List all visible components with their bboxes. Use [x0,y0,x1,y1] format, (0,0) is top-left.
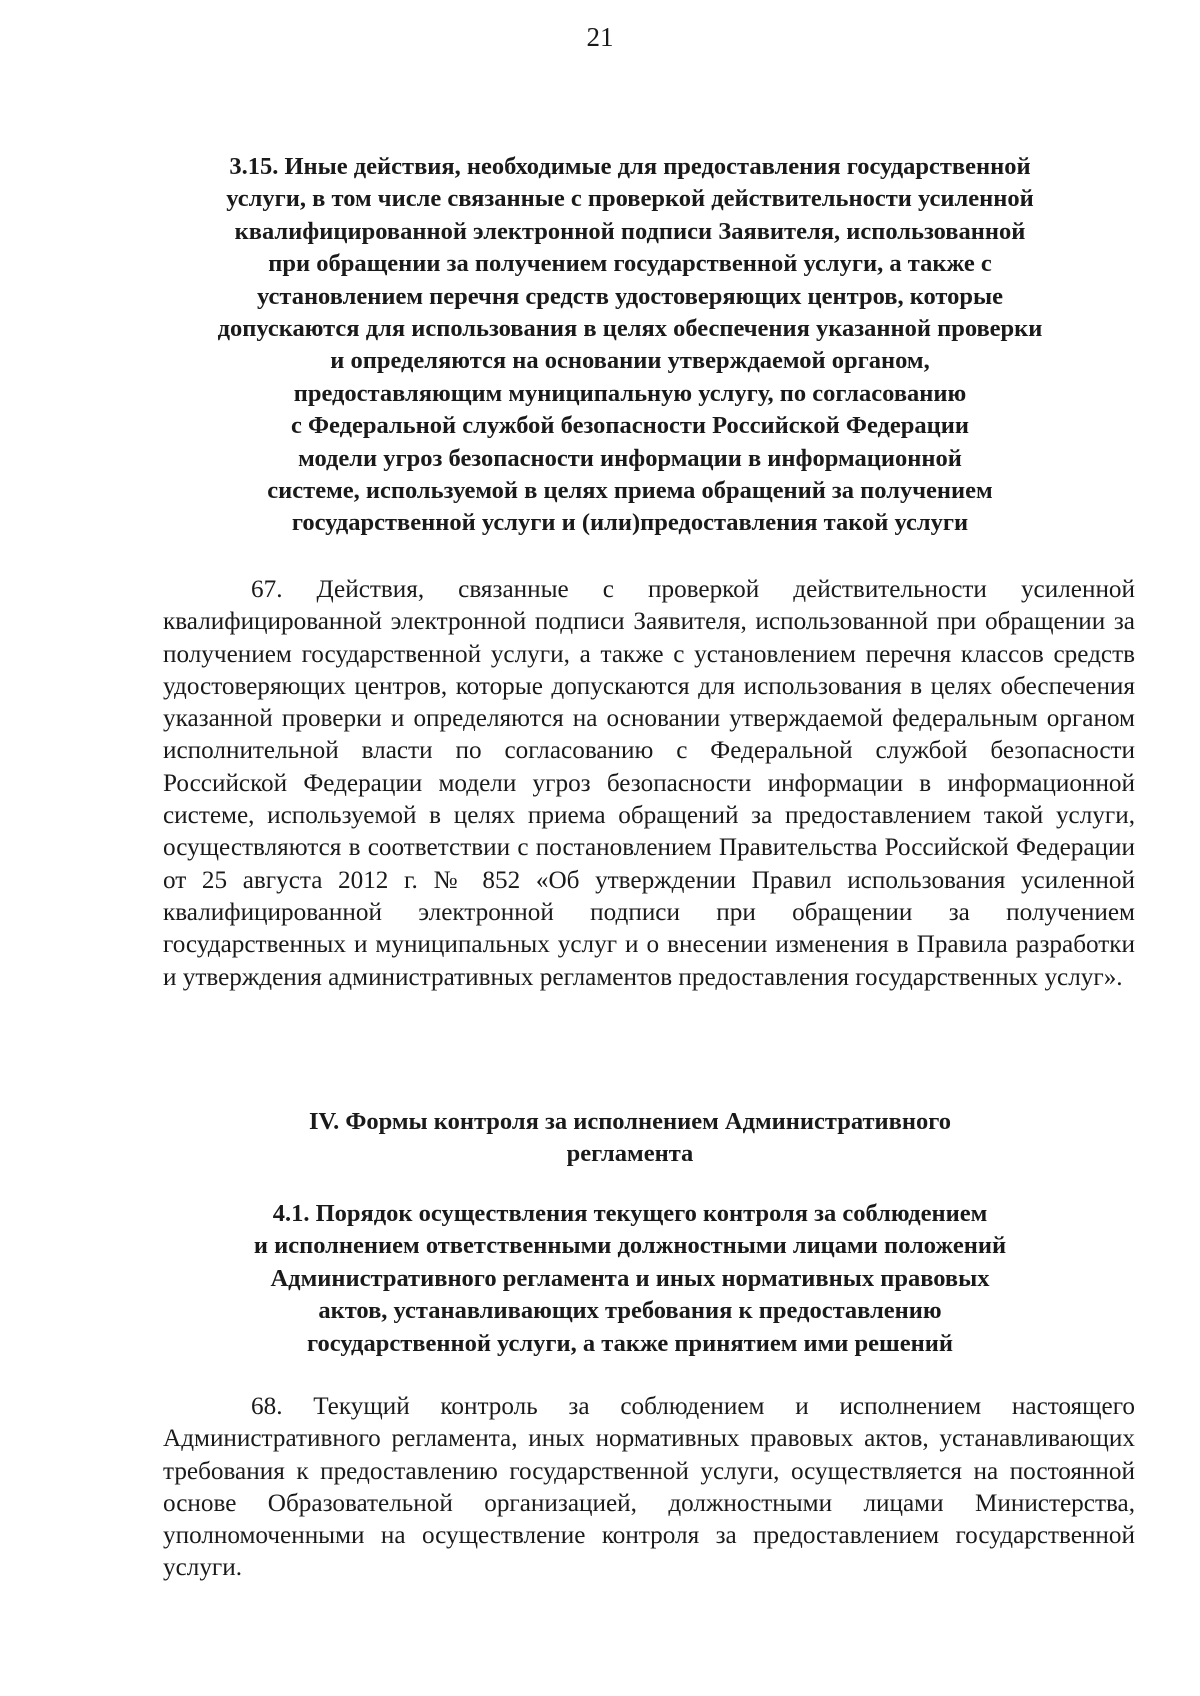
heading-line: при обращении за получением государственной услуги, а также с [268,250,992,278]
heading-line: модели угроз безопасности информации в информационной [298,444,962,472]
heading-line: актов, устанавливающих требования к предоставлению [318,1297,942,1325]
paragraph-68: 68. Текущий контроль за соблюдением и исполнением настоящего Административного регламента, иных нормативных правовых актов, устанавливающих требования к предоставлению государственной услуги, осуществляется на постоянной основе Образовательной организацией, должностными лицами Министерства, уполномоченными на осуществление контроля за предоставлением государственной услуги. [163,1393,1135,1582]
section-4-1-heading [150,1198,1110,1360]
heading-line: регламента [566,1140,694,1168]
heading-line: установлением перечня средств удостоверяющих центров, которые [256,282,1004,310]
heading-line: 3.15. Иные действия, необходимые для предоставления государственной [229,153,1031,180]
heading-line: допускаются для использования в целях обеспечения указанной проверки [217,315,1043,343]
heading-line: государственной услуги и (или)предоставления такой услуги [291,509,969,537]
section-iv-heading [150,1106,1110,1171]
heading-line: с Федеральной службой безопасности Российской Федерации [290,412,969,440]
section-3-15-heading [150,151,1110,540]
heading-line: Административного регламента и иных нормативных правовых [270,1264,990,1292]
heading-line: IV. Формы контроля за исполнением Административного [309,1108,951,1135]
paragraph-67: 67. Действия, связанные с проверкой действительности усиленной квалифицированной электронной подписи Заявителя, использованной при обращении за получением государственной услуги, а также с установлением перечня классов средств удостоверяющих центров, которые допускаются для использования в целях обеспечения указанной проверки и определяются на основании утверждаемой федеральным органом исполнительной власти по согласованию с Федеральной службой безопасности Российской Федерации модели угроз безопасности информации в информационной системе, используемой в целях приема обращений за предоставлением такой услуги, осуществляются в соответствии с постановлением Правительства Российской Федерации от 25 августа 2012 г. № 852 «Об утверждении Правил использования усиленной квалифицированной электронной подписи при обращении за получением государственных и муниципальных услуг и о внесении изменения в Правила разработки и утверждения административных регламентов предоставления государственных услуг». [163,576,1135,991]
heading-line: и определяются на основании утверждаемой органом, [330,347,930,375]
heading-line: и исполнением ответственными должностными лицами положений [253,1232,1007,1260]
heading-line: системе, используемой в целях приема обращений за получением [267,477,993,505]
page-number: 21 [586,22,614,52]
heading-line: квалифицированной электронной подписи Заявителя, использованной [234,217,1026,245]
heading-line: государственной услуги, а также принятием ими решений [307,1329,953,1357]
heading-line: услуги, в том числе связанные с проверкой действительности усиленной [226,185,1034,213]
heading-line: 4.1. Порядок осуществления текущего контроля за соблюдением [272,1200,988,1227]
heading-line: предоставляющим муниципальную услугу, по согласованию [293,379,967,407]
